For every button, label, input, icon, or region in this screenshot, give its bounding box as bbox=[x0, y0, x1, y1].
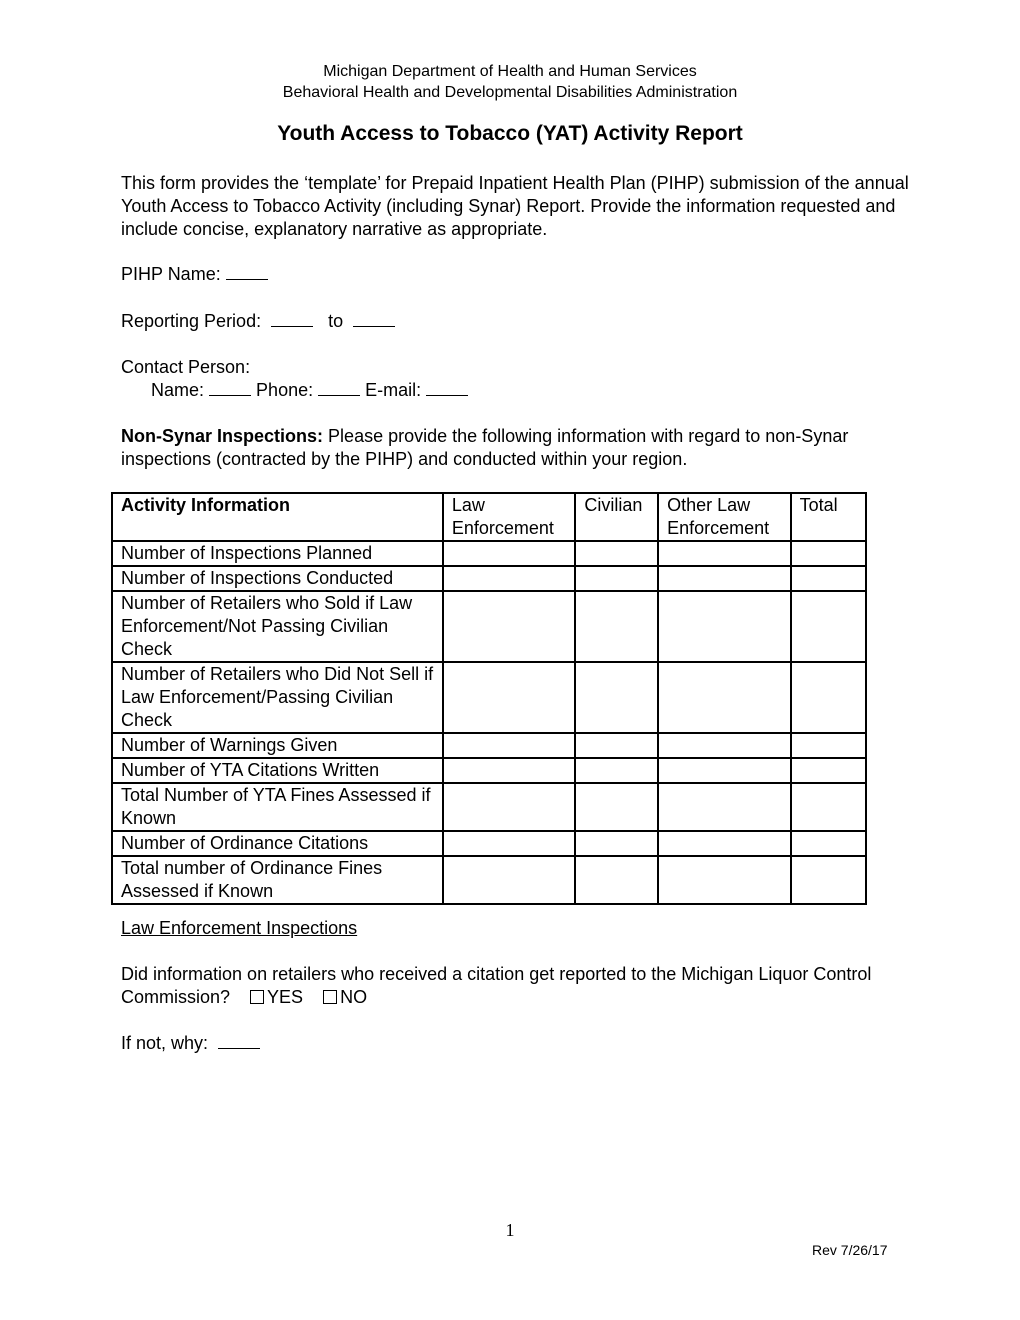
law-enforcement-heading: Law Enforcement Inspections bbox=[121, 918, 358, 938]
pihp-name-row bbox=[121, 263, 911, 286]
period-start-field[interactable] bbox=[271, 311, 313, 327]
intro-paragraph: This form provides the ‘template’ for Prepaid Inpatient Health Plan (PIHP) submission of the annual Youth Access to Tobacco Activity (including Synar) Report. Provide the information requested and include concise, explanatory narrative as appropriate. bbox=[121, 173, 909, 239]
law-enforcement-cell[interactable] bbox=[443, 591, 576, 662]
contact-person-label: Contact Person: bbox=[121, 357, 251, 377]
row-label: Number of YTA Citations Written bbox=[112, 758, 443, 783]
law-enforcement-cell[interactable] bbox=[443, 856, 576, 904]
table-row bbox=[112, 541, 866, 566]
row-label: Number of Inspections Conducted bbox=[112, 566, 443, 591]
total-cell[interactable] bbox=[791, 541, 866, 566]
table-row bbox=[112, 662, 866, 733]
if-not-field[interactable] bbox=[218, 1033, 260, 1049]
header-total: Total bbox=[791, 493, 866, 541]
civilian-cell[interactable] bbox=[575, 856, 658, 904]
revision-date: Rev 7/26/17 bbox=[812, 1242, 888, 1258]
total-cell[interactable] bbox=[791, 591, 866, 662]
total-cell[interactable] bbox=[791, 783, 866, 831]
civilian-cell[interactable] bbox=[575, 831, 658, 856]
other-law-enforcement-cell[interactable] bbox=[658, 831, 791, 856]
total-cell[interactable] bbox=[791, 733, 866, 758]
pihp-name-label: PIHP Name: bbox=[121, 264, 221, 284]
email-label: E-mail: bbox=[365, 380, 422, 400]
table-row bbox=[112, 783, 866, 831]
table-row bbox=[112, 758, 866, 783]
civilian-cell[interactable] bbox=[575, 541, 658, 566]
non-synar-text: Please provide the following information with regard to non-Synar inspections (contracted by the PIHP) and conducted within your region. bbox=[121, 426, 849, 469]
row-label: Number of Inspections Planned bbox=[112, 541, 443, 566]
yes-label: YES bbox=[267, 987, 304, 1007]
header-civilian: Civilian bbox=[575, 493, 658, 541]
row-label: Number of Retailers who Did Not Sell if Law Enforcement/Passing Civilian Check bbox=[112, 662, 443, 733]
other-law-enforcement-cell[interactable] bbox=[658, 783, 791, 831]
if-not-row bbox=[121, 1032, 911, 1055]
law-enforcement-cell[interactable] bbox=[443, 758, 576, 783]
page-number: 1 bbox=[505, 1220, 515, 1240]
agency-name: Michigan Department of Health and Human Services bbox=[323, 63, 697, 80]
if-not-label: If not, why: bbox=[121, 1033, 209, 1053]
table-row bbox=[112, 566, 866, 591]
other-law-enforcement-cell[interactable] bbox=[658, 856, 791, 904]
total-cell[interactable] bbox=[791, 758, 866, 783]
reporting-period-row bbox=[121, 310, 911, 333]
citation-question-paragraph bbox=[121, 963, 911, 1009]
contact-email-field[interactable] bbox=[426, 380, 468, 396]
header-activity-information: Activity Information bbox=[112, 493, 443, 541]
law-enforcement-cell[interactable] bbox=[443, 783, 576, 831]
yes-checkbox[interactable] bbox=[250, 990, 264, 1004]
row-label: Number of Ordinance Citations bbox=[112, 831, 443, 856]
table-header-row bbox=[112, 493, 866, 541]
civilian-cell[interactable] bbox=[575, 591, 658, 662]
total-cell[interactable] bbox=[791, 856, 866, 904]
civilian-cell[interactable] bbox=[575, 783, 658, 831]
table-row bbox=[112, 831, 866, 856]
law-enforcement-cell[interactable] bbox=[443, 831, 576, 856]
pihp-name-field[interactable] bbox=[226, 264, 268, 280]
total-cell[interactable] bbox=[791, 662, 866, 733]
contact-details-row bbox=[151, 379, 911, 402]
civilian-cell[interactable] bbox=[575, 566, 658, 591]
table-row bbox=[112, 591, 866, 662]
row-label: Total number of Ordinance Fines Assessed if Known bbox=[112, 856, 443, 904]
no-label: NO bbox=[340, 987, 368, 1007]
citation-question: Did information on retailers who received a citation get reported to the Michigan Liquor Control Commission? bbox=[121, 964, 872, 1007]
other-law-enforcement-cell[interactable] bbox=[658, 733, 791, 758]
other-law-enforcement-cell[interactable] bbox=[658, 662, 791, 733]
law-enforcement-cell[interactable] bbox=[443, 662, 576, 733]
total-cell[interactable] bbox=[791, 566, 866, 591]
phone-label: Phone: bbox=[256, 380, 314, 400]
row-label: Total Number of YTA Fines Assessed if Known bbox=[112, 783, 443, 831]
total-cell[interactable] bbox=[791, 831, 866, 856]
contact-phone-field[interactable] bbox=[318, 380, 360, 396]
header-law-enforcement: Law Enforcement bbox=[443, 493, 576, 541]
non-synar-heading: Non-Synar Inspections: bbox=[121, 426, 324, 446]
contact-name-field[interactable] bbox=[209, 380, 251, 396]
period-end-field[interactable] bbox=[353, 311, 395, 327]
reporting-period-label: Reporting Period: bbox=[121, 311, 262, 331]
row-label: Number of Warnings Given bbox=[112, 733, 443, 758]
law-enforcement-cell[interactable] bbox=[443, 733, 576, 758]
no-checkbox[interactable] bbox=[323, 990, 337, 1004]
law-enforcement-cell[interactable] bbox=[443, 566, 576, 591]
table-row bbox=[112, 856, 866, 904]
row-label: Number of Retailers who Sold if Law Enforcement/Not Passing Civilian Check bbox=[112, 591, 443, 662]
civilian-cell[interactable] bbox=[575, 758, 658, 783]
report-title: Youth Access to Tobacco (YAT) Activity Report bbox=[277, 122, 743, 145]
non-synar-paragraph bbox=[121, 425, 911, 471]
activity-table bbox=[111, 492, 867, 905]
other-law-enforcement-cell[interactable] bbox=[658, 566, 791, 591]
header-other-law-enforcement: Other Law Enforcement bbox=[658, 493, 791, 541]
other-law-enforcement-cell[interactable] bbox=[658, 591, 791, 662]
administration-name: Behavioral Health and Developmental Disabilities Administration bbox=[282, 84, 738, 101]
other-law-enforcement-cell[interactable] bbox=[658, 541, 791, 566]
law-enforcement-cell[interactable] bbox=[443, 541, 576, 566]
table-row bbox=[112, 733, 866, 758]
civilian-cell[interactable] bbox=[575, 733, 658, 758]
civilian-cell[interactable] bbox=[575, 662, 658, 733]
name-label: Name: bbox=[151, 380, 205, 400]
to-label: to bbox=[328, 311, 344, 331]
other-law-enforcement-cell[interactable] bbox=[658, 758, 791, 783]
